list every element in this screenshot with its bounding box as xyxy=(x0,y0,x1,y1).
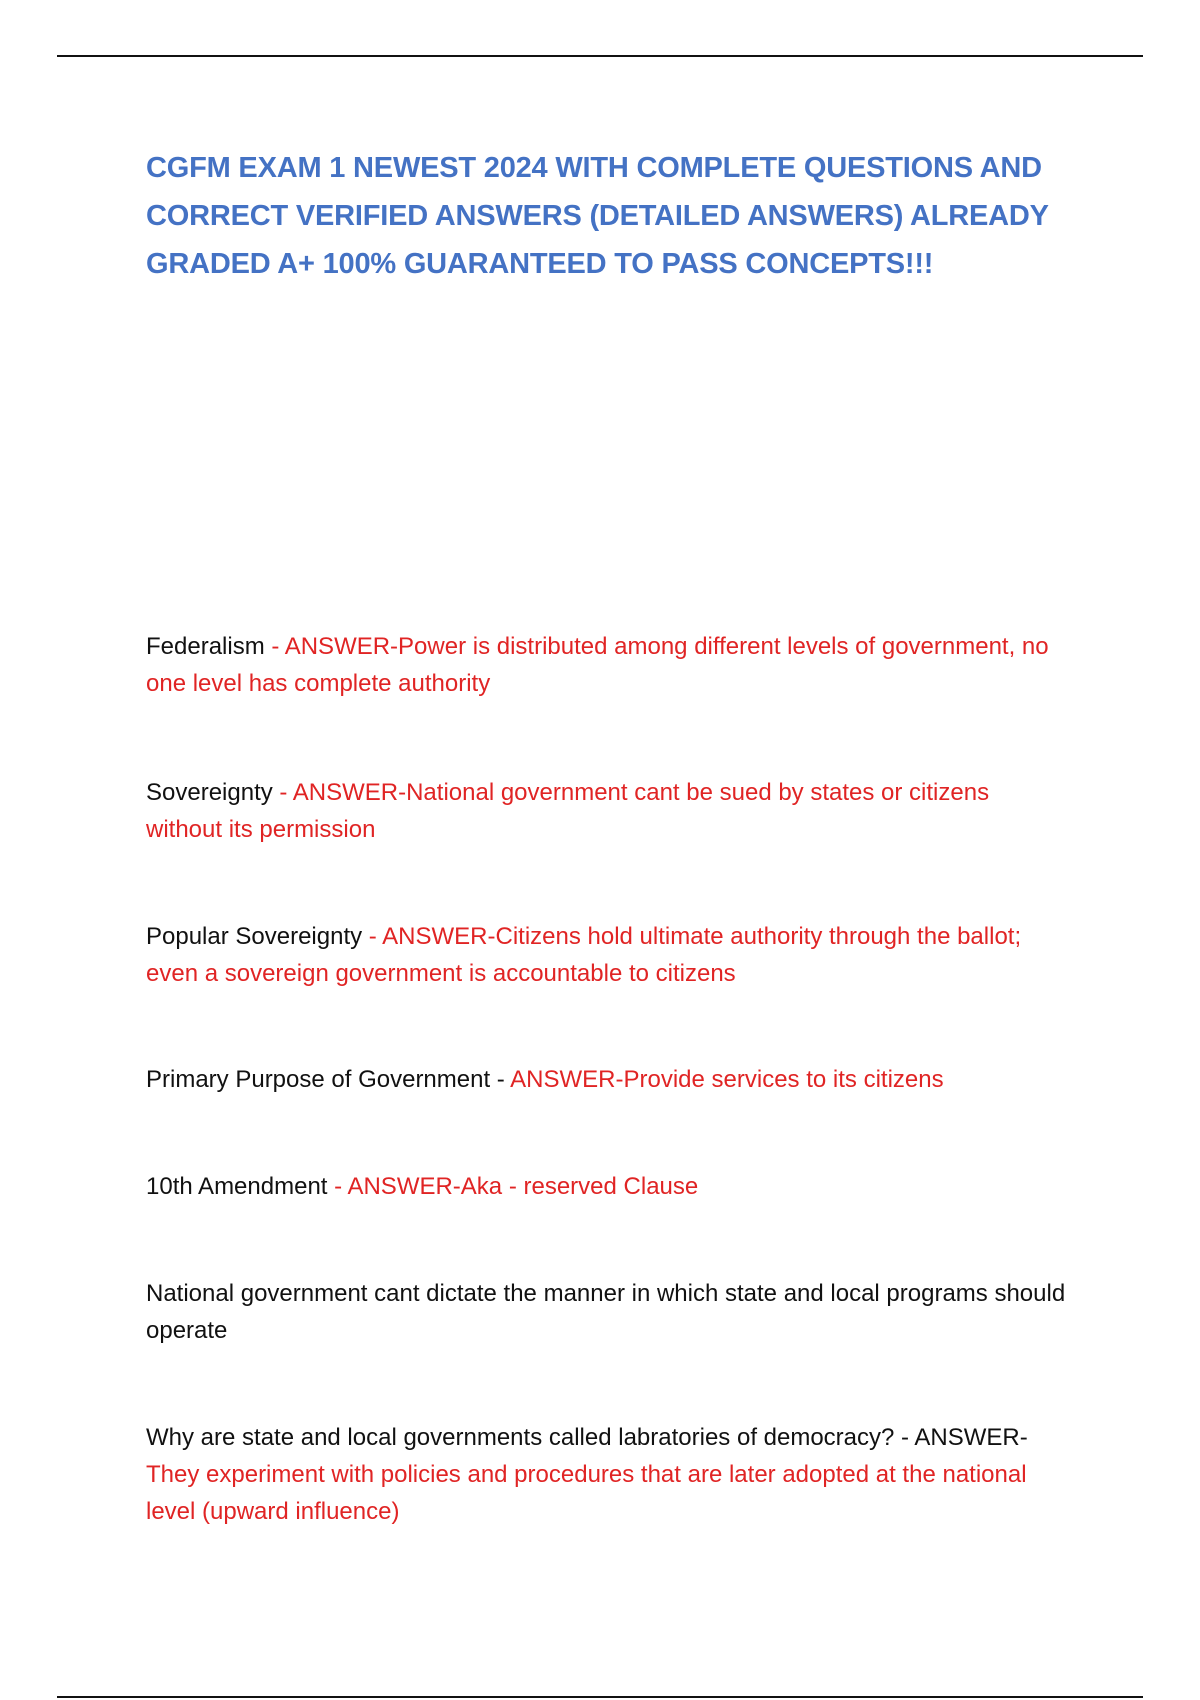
qa-item-primary-purpose xyxy=(146,1061,1066,1098)
note-paragraph: National government cant dictate the manner in which state and local programs should operate xyxy=(146,1280,1066,1344)
top-rule xyxy=(57,55,1143,57)
qa-answer: ANSWER-National government cant be sued by states or citizens without its permission xyxy=(146,779,990,843)
qa-item-federalism xyxy=(146,628,1066,702)
qa-answer: They experiment with policies and procedures that are later adopted at the national level (upward influence) xyxy=(146,1461,1027,1525)
bottom-rule xyxy=(57,1696,1143,1698)
qa-item-10th-amendment xyxy=(146,1168,1066,1205)
qa-separator: - xyxy=(490,1066,511,1093)
qa-term: Sovereignty xyxy=(146,779,273,806)
qa-item-popular-sovereignty xyxy=(146,918,1066,992)
qa-item-sovereignty xyxy=(146,774,1066,848)
qa-separator: - xyxy=(264,633,285,660)
qa-answer: ANSWER-Citizens hold ultimate authority through the ballot; even a sovereign government is accountable to citizens xyxy=(146,923,1022,987)
qa-item-laboratories xyxy=(146,1419,1066,1530)
qa-separator: - xyxy=(362,923,383,950)
qa-answer: ANSWER-Power is distributed among different levels of government, no one level has complete authority xyxy=(146,633,1049,697)
qa-term: 10th Amendment xyxy=(146,1173,328,1200)
qa-answer: ANSWER-Aka - reserved Clause xyxy=(347,1173,699,1200)
qa-separator: - xyxy=(327,1173,348,1200)
qa-answer: ANSWER-Provide services to its citizens xyxy=(510,1066,944,1093)
qa-question: Why are state and local governments called labratories of democracy? - ANSWER- xyxy=(146,1424,1028,1451)
qa-separator: - xyxy=(272,779,293,806)
qa-term: Federalism xyxy=(146,633,265,660)
document-title: CGFM EXAM 1 NEWEST 2024 WITH COMPLETE QUESTIONS AND CORRECT VERIFIED ANSWERS (DETAILED ANSWERS) ALREADY GRADED A+ 100% GUARANTEED TO PASS CONCEPTS!!! xyxy=(146,152,1049,280)
qa-term: Popular Sovereignty xyxy=(146,923,363,950)
qa-term: Primary Purpose of Government xyxy=(146,1066,491,1093)
